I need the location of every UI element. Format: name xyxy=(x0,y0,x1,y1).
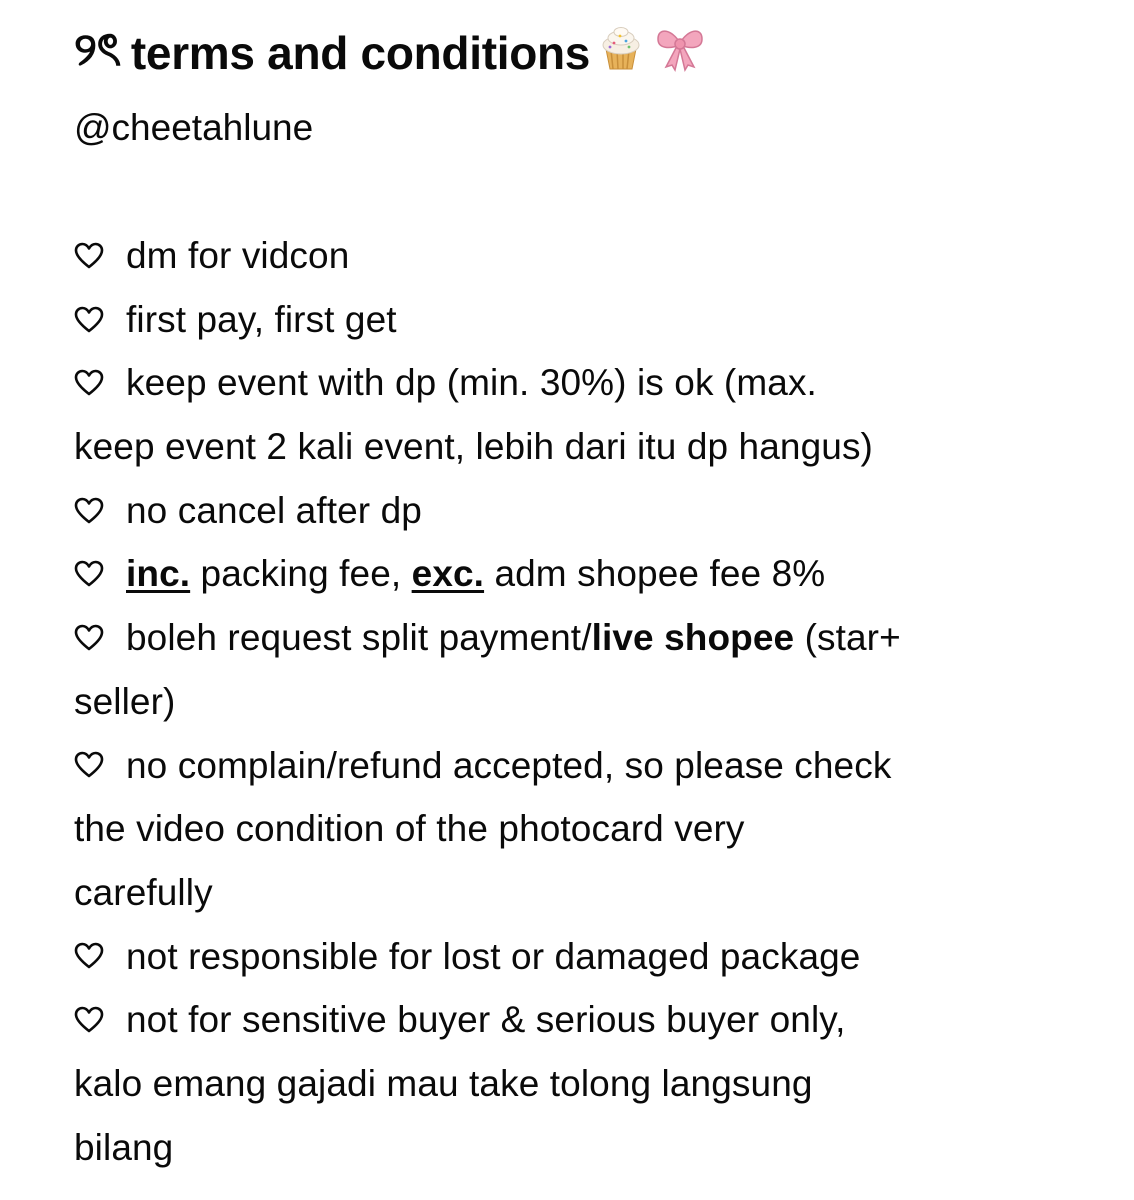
list-item-continuation xyxy=(74,1052,1074,1116)
list-item-text: keep event with dp (min. 30%) is ok (max. xyxy=(126,362,817,404)
inc-text: inc. xyxy=(126,553,191,595)
star-seller-text: (star+ xyxy=(794,617,901,659)
list-item xyxy=(74,479,1074,543)
list-item-text: no complain/refund accepted, so please check xyxy=(126,744,892,786)
note-title-row xyxy=(74,18,1074,88)
heart-icon xyxy=(74,623,104,653)
list-item-continuation xyxy=(74,861,1074,925)
list-item-text: dm for vidcon xyxy=(126,235,350,276)
heart-icon xyxy=(74,941,104,971)
list-item xyxy=(74,988,1074,1052)
author-handle: @cheetahlune xyxy=(74,107,314,148)
list-item-text: not for sensitive buyer & serious buyer only, xyxy=(126,999,846,1041)
title-decoration: ୨ৎ xyxy=(74,23,121,75)
list-item-text xyxy=(126,542,825,606)
heart-icon xyxy=(74,241,104,271)
note-title: terms and conditions xyxy=(130,27,591,79)
terms-list xyxy=(74,224,1074,1179)
list-item-text: kalo emang gajadi mau take tolong langsung xyxy=(74,1062,813,1104)
heart-icon xyxy=(74,305,104,335)
list-item-text: bilang xyxy=(74,1126,174,1168)
list-item xyxy=(74,351,1074,415)
list-item-text xyxy=(126,606,901,670)
list-item xyxy=(74,925,1074,989)
note-content xyxy=(74,18,1074,1179)
list-item-text: carefully xyxy=(74,871,213,913)
list-item xyxy=(74,224,1074,288)
list-item-text: seller) xyxy=(74,680,176,722)
list-item-text: the video condition of the photocard very xyxy=(74,808,745,850)
list-item-continuation xyxy=(74,797,1074,861)
list-item-text: first pay, first get xyxy=(126,298,397,340)
split-payment-text: boleh request split payment/ xyxy=(126,617,592,659)
blank-line xyxy=(74,160,1074,224)
list-item-text: no cancel after dp xyxy=(126,489,422,531)
list-item xyxy=(74,288,1074,352)
ribbon-icon xyxy=(652,23,708,84)
exc-text: exc. xyxy=(411,553,485,595)
live-shopee-text: live shopee xyxy=(591,617,795,659)
heart-icon xyxy=(74,559,104,589)
heart-icon xyxy=(74,750,104,780)
list-item xyxy=(74,542,1074,606)
list-item-continuation xyxy=(74,670,1074,734)
heart-icon xyxy=(74,496,104,526)
heart-icon xyxy=(74,1005,104,1035)
list-item-text: keep event 2 kali event, lebih dari itu dp hangus) xyxy=(74,426,873,468)
list-item-continuation xyxy=(74,415,1074,479)
packing-fee-text: packing fee, xyxy=(190,553,412,595)
list-item-continuation xyxy=(74,1116,1074,1180)
list-item xyxy=(74,606,1074,670)
cupcake-icon xyxy=(596,23,646,84)
heart-icon xyxy=(74,368,104,398)
shopee-fee-text: adm shopee fee 8% xyxy=(484,553,826,595)
list-item-text: not responsible for lost or damaged package xyxy=(126,935,861,977)
list-item xyxy=(74,734,1074,798)
